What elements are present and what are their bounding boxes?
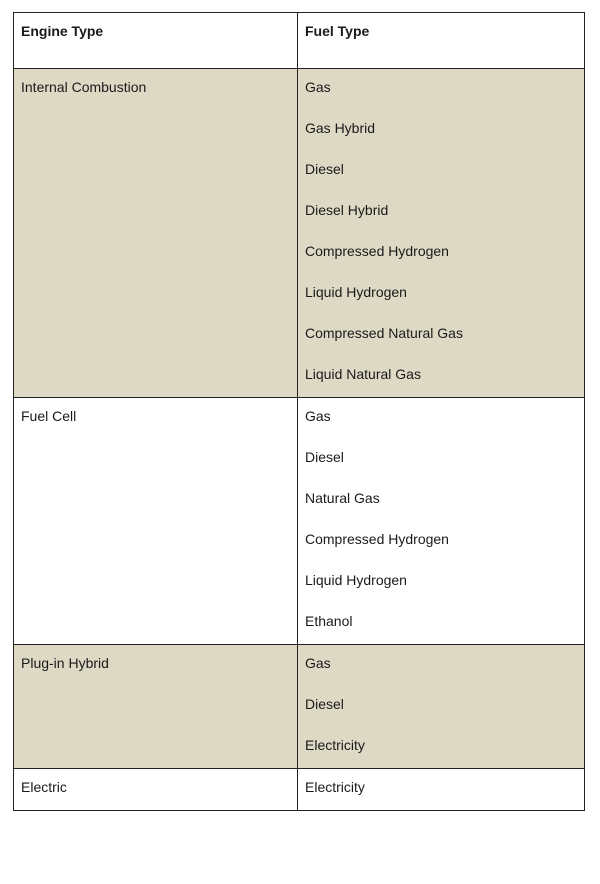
fuel-type-item: Gas xyxy=(305,408,331,424)
fuel-type-item: Liquid Natural Gas xyxy=(305,366,421,382)
engine-cell xyxy=(14,769,298,811)
header-fuel-type: Fuel Type xyxy=(298,13,585,69)
header-row xyxy=(14,13,585,69)
fuel-cell xyxy=(298,398,585,645)
fuel-type-item: Diesel Hybrid xyxy=(305,202,389,218)
engine-cell xyxy=(14,645,298,769)
fuel-type-item: Liquid Hydrogen xyxy=(305,284,407,300)
fuel-type-item: Diesel xyxy=(305,696,344,712)
engine-type-label: Electric xyxy=(21,779,67,795)
fuel-cell xyxy=(298,769,585,811)
table-row xyxy=(14,398,585,645)
fuel-type-item: Liquid Hydrogen xyxy=(305,572,407,588)
fuel-type-item: Electricity xyxy=(305,737,365,753)
table-row xyxy=(14,69,585,398)
table-row xyxy=(14,769,585,811)
engine-type-label: Plug-in Hybrid xyxy=(21,655,109,671)
engine-type-label: Internal Combustion xyxy=(21,79,147,95)
engine-cell xyxy=(14,69,298,398)
header-engine-type: Engine Type xyxy=(14,13,298,69)
fuel-type-item: Compressed Hydrogen xyxy=(305,243,449,259)
fuel-type-item: Gas Hybrid xyxy=(305,120,376,136)
engine-fuel-table xyxy=(13,12,585,811)
fuel-type-item: Gas xyxy=(305,79,331,95)
fuel-type-item: Diesel xyxy=(305,449,344,465)
fuel-type-item: Compressed Hydrogen xyxy=(305,531,449,547)
table-row xyxy=(14,645,585,769)
engine-cell xyxy=(14,398,298,645)
fuel-type-item: Diesel xyxy=(305,161,344,177)
engine-type-label: Fuel Cell xyxy=(21,408,77,424)
fuel-cell xyxy=(298,645,585,769)
fuel-type-item: Gas xyxy=(305,655,331,671)
fuel-type-item: Ethanol xyxy=(305,613,353,629)
fuel-cell xyxy=(298,69,585,398)
fuel-type-item: Electricity xyxy=(305,779,365,795)
fuel-type-item: Compressed Natural Gas xyxy=(305,325,463,341)
fuel-type-item: Natural Gas xyxy=(305,490,380,506)
